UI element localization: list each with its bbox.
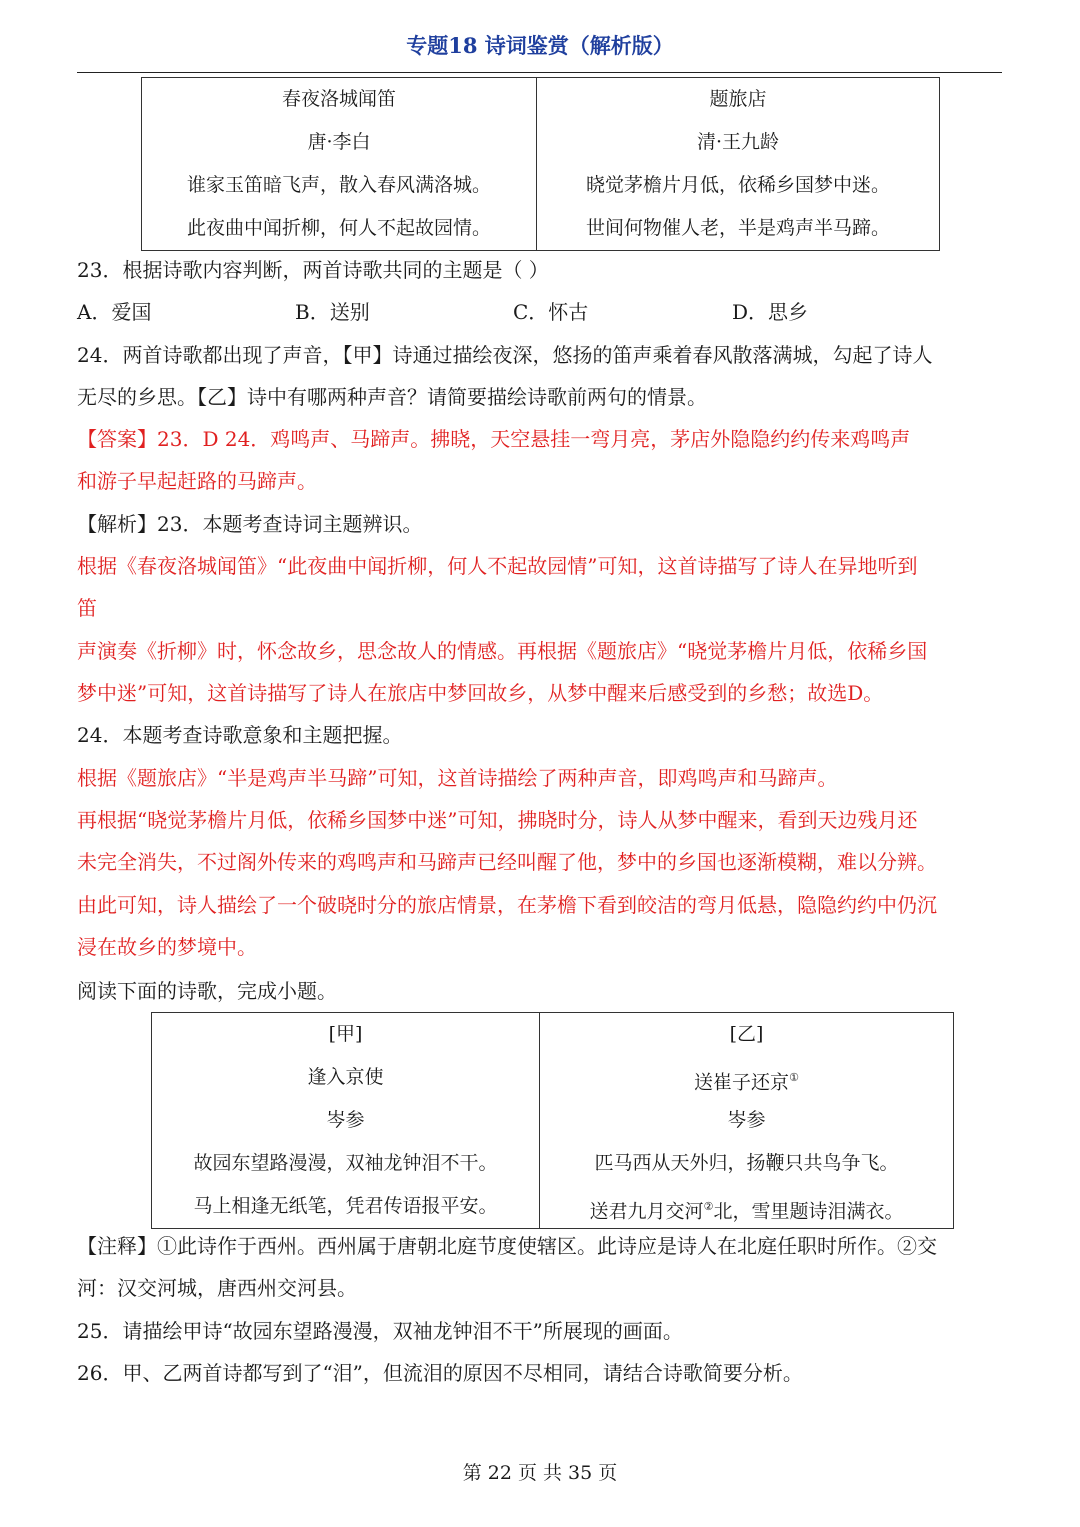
poem-author: 唐·李白 (307, 131, 371, 153)
analysis-line: 梦中迷”可知，这首诗描写了诗人在旅店中梦回故乡，从梦中醒来后感受到的乡愁；故选D。 (77, 681, 884, 705)
poem-line: 晓觉茅檐片月低，依稀乡国梦中迷。 (585, 174, 890, 196)
poem-title: 逢入京使 (307, 1066, 384, 1088)
poem-line-part: 北，雪里题诗泪满衣。 (713, 1200, 904, 1223)
option-d: D．思乡 (732, 300, 809, 324)
note-line: 【注释】①此诗作于西州。西州属于唐朝北庭节度使辖区。此诗应是诗人在北庭任职时所作。②交 (77, 1234, 937, 1258)
page-footer: 第 22 页 共 35 页 (462, 1462, 618, 1484)
poem-title: 春夜洛城闻笛 (281, 88, 396, 110)
option-a: A．爱国 (77, 300, 152, 324)
question-25: 25．请描绘甲诗“故园东望路漫漫，双袖龙钟泪不干”所展现的画面。 (77, 1319, 683, 1343)
answer-line: 和游子早起赶路的马蹄声。 (77, 469, 317, 493)
footnote-marker: ① (789, 1071, 799, 1084)
poem-line: 世间何物催人老，半是鸡声半马蹄。 (585, 217, 890, 239)
question-26: 26．甲、乙两首诗都写到了“泪”，但流泪的原因不尽相同，请结合诗歌简要分析。 (77, 1361, 803, 1385)
poem-label: [乙] (729, 1023, 764, 1045)
header-divider (77, 72, 1002, 73)
poem-line: 匹马西从天外归，扬鞭只共鸟争飞。 (594, 1152, 899, 1174)
option-c: C．怀古 (513, 300, 589, 324)
analysis-heading: 【解析】23．本题考查诗词主题辨识。 (77, 512, 423, 536)
poem-title-row (540, 1056, 953, 1099)
analysis-heading: 24．本题考查诗歌意象和主题把握。 (77, 723, 403, 747)
question-24-line: 无尽的乡思。【乙】诗中有哪两种声音？请简要描绘诗歌前两句的情景。 (77, 385, 707, 409)
analysis-line: 未完全消失，不过阁外传来的鸡鸣声和马蹄声已经叫醒了他，梦中的乡国也逐渐模糊，难以分辨。 (77, 850, 937, 874)
analysis-line: 笛 (77, 596, 97, 620)
poem-title: 题旅店 (709, 88, 767, 110)
poem-author: 岑参 (326, 1109, 365, 1131)
poem-cell-left (142, 78, 537, 251)
analysis-line: 声演奏《折柳》时，怀念故乡，思念故人的情感。再根据《题旅店》“晓觉茅檐片月低，依稀乡国 (77, 639, 928, 663)
poem-title: 送崔子还京 (694, 1071, 790, 1094)
answer-line: 【答案】23．D 24．鸡鸣声、马蹄声。拂晓，天空悬挂一弯月亮，茅店外隐隐约约传来鸡鸣声 (77, 427, 911, 451)
question-24-line: 24．两首诗歌都出现了声音，【甲】诗通过描绘夜深，悠扬的笛声乘着春风散落满城，勾起了诗人 (77, 343, 933, 367)
analysis-line: 根据《题旅店》“半是鸡声半马蹄”可知，这首诗描绘了两种声音，即鸡鸣声和马蹄声。 (77, 766, 838, 790)
analysis-line: 由此可知，诗人描绘了一个破晓时分的旅店情景，在茅檐下看到皎洁的弯月低悬，隐隐约约中仍沉 (77, 893, 937, 917)
poem-line: 马上相逢无纸笔，凭君传语报平安。 (193, 1195, 498, 1217)
poem-cell-jia (152, 1013, 540, 1229)
poem-line: 故园东望路漫漫，双袖龙钟泪不干。 (193, 1152, 498, 1174)
poem-label: [甲] (328, 1023, 363, 1045)
poem-cell-right (537, 78, 940, 251)
analysis-line: 根据《春夜洛城闻笛》“此夜曲中闻折柳，何人不起故园情”可知，这首诗描写了诗人在异地听到 (77, 554, 918, 578)
poem-table-1 (141, 77, 940, 251)
poem-author: 清·王九龄 (696, 131, 780, 153)
poem-line: 此夜曲中闻折柳，何人不起故园情。 (186, 217, 491, 239)
reading-instruction: 阅读下面的诗歌，完成小题。 (77, 979, 337, 1003)
note-line: 河：汉交河城，唐西州交河县。 (77, 1276, 357, 1300)
analysis-line: 再根据“晓觉茅檐片月低，依稀乡国梦中迷”可知，拂晓时分，诗人从梦中醒来，看到天边残月还 (77, 808, 918, 832)
question-23-stem: 23．根据诗歌内容判断，两首诗歌共同的主题是（ ） (77, 258, 549, 282)
footnote-marker: ② (703, 1200, 714, 1213)
page-header-title: 专题18 诗词鉴赏（解析版） (406, 33, 674, 58)
poem-line-row (540, 1185, 953, 1228)
poem-author: 岑参 (727, 1109, 766, 1131)
poem-cell-yi (540, 1013, 954, 1229)
analysis-line: 浸在故乡的梦境中。 (77, 935, 257, 959)
poem-line-part: 送君九月交河 (589, 1200, 704, 1223)
option-b: B．送别 (295, 300, 370, 324)
poem-table-2 (151, 1012, 954, 1229)
poem-line: 谁家玉笛暗飞声，散入春风满洛城。 (186, 174, 491, 196)
